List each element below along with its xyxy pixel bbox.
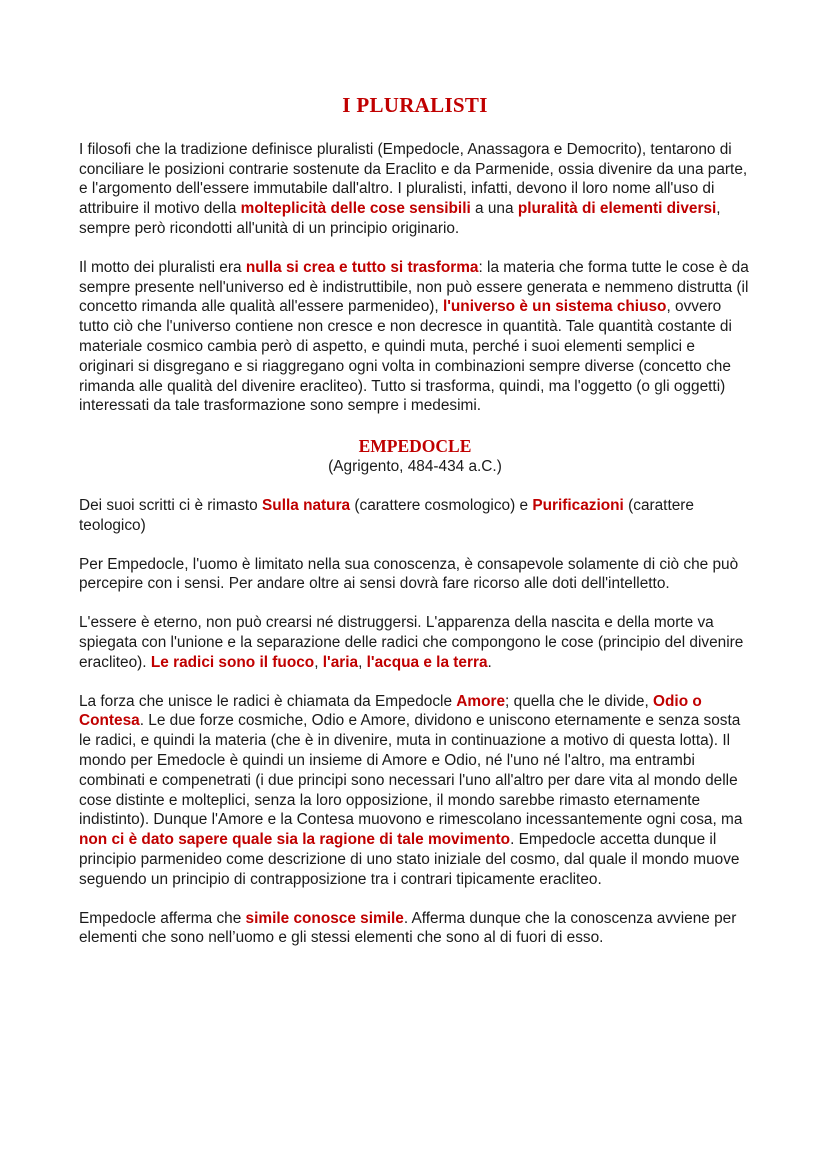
- highlight-purificazioni: Purificazioni: [532, 496, 624, 514]
- similar-paragraph: [79, 909, 751, 949]
- being-paragraph: [79, 613, 751, 672]
- text-run: Empedocle afferma che: [79, 909, 246, 927]
- text-run: , ovvero tutto ciò che l'universo contiene non cresce e non decresce in quantità. Tale quantità costante di materiale cosmico cambia però di aspetto, e quindi muta, perché i suoi elementi semplici e originari si disgregano e si riaggregano ogni volta in combinazioni sempre diverse (concetto che rimanda alle qualità del divenire eracliteo). Tutto si trasforma, quindi, ma l'oggetto (o gli oggetti) interessati da tale trasformazione sono sempre i medesimi.: [79, 298, 732, 415]
- highlight-ragione-movimento: non ci è dato sapere quale sia la ragione di tale movimento: [79, 831, 511, 849]
- text-run: a una: [470, 200, 518, 218]
- text-run: : la materia che forma tutte le cose è da sempre presente nell'universo ed è indistruttibile, non può essere generata e nemmeno distrutta (il concetto rimanda alle qualità all'essere parmenideo),: [79, 258, 749, 316]
- intro-paragraph: [79, 140, 751, 239]
- highlight-aria: l'aria: [322, 653, 359, 671]
- highlight-sistema-chiuso: l'universo è un sistema chiuso: [442, 298, 667, 316]
- page-title: I PLURALISTI: [342, 93, 488, 117]
- highlight-pluralita: pluralità di elementi diversi: [517, 200, 717, 218]
- text-run: , sempre però ricondotti all'unità di un principio originario.: [79, 200, 721, 237]
- highlight-molteplicita: molteplicità delle cose sensibili: [240, 200, 471, 218]
- highlight-sulla-natura: Sulla natura: [262, 496, 351, 514]
- motto-paragraph: [79, 258, 751, 416]
- text-run: (carattere teologico): [79, 496, 694, 534]
- highlight-odio-contesa: Odio o Contesa: [79, 692, 702, 730]
- text-run: .: [487, 653, 492, 671]
- text-run: (carattere cosmologico) e: [350, 496, 533, 514]
- writings-paragraph: [79, 496, 751, 536]
- document-page: [79, 93, 751, 967]
- highlight-motto: nulla si crea e tutto si trasforma: [245, 258, 479, 276]
- forces-paragraph: [79, 692, 751, 890]
- text-run: I filosofi che la tradizione definisce pluralisti (Empedocle, Anassagora e Democrito), tentarono di conciliare le posizioni contrarie sostenute da Eraclito e da Parmenide, ossia divenire da una parte, e l'argomento dell'essere immutabile dall'altro. I pluralisti, infatti, devono il loro nome all'uso di attribuire il motivo della: [79, 140, 748, 218]
- text-run: La forza che unisce le radici è chiamata da Empedocle: [79, 692, 457, 710]
- text-run: Dei suoi scritti ci è rimasto: [79, 496, 263, 514]
- text-run: L'essere è eterno, non può crearsi né distruggersi. L'apparenza della nascita e della morte va spiegata con l'unione e la separazione delle radici che compongono le cose (principio del divenire eracliteo).: [79, 614, 744, 671]
- text-run: Il motto dei pluralisti era: [79, 258, 246, 276]
- text-run: ,: [314, 653, 323, 671]
- highlight-radici-fuoco: Le radici sono il fuoco: [150, 653, 315, 671]
- text-run: . Empedocle accetta dunque il principio parmenideo come descrizione di uno stato iniziale del cosmo, dal quale il mondo muove seguendo un principio di contrapposizione tra i contrari tipicamente eracliteo.: [79, 831, 740, 888]
- section-subheading: (Agrigento, 484-434 a.C.): [328, 458, 502, 476]
- text-run: ,: [358, 653, 367, 671]
- text-run: . Afferma dunque che la conoscenza avviene per elementi che sono nell’uomo e gli stessi elementi che sono al di fuori di esso.: [79, 909, 737, 947]
- knowledge-paragraph: Per Empedocle, l'uomo è limitato nella sua conoscenza, è consapevole solamente di ciò che può percepire con i sensi. Per andare oltre ai sensi dovrà fare ricorso alle doti dell'intelletto.: [79, 555, 739, 593]
- text-run: . Le due forze cosmiche, Odio e Amore, dividono e uniscono eternamente e senza sosta le radici, e quindi la materia (che è in divenire, muta in continuazione a motivo di questa lotta). Il mondo per Emedocle è quindi un insieme di Amore e Odio, né l'uno né l'altro, ma entrambi combinati e compenetrati (i due principi sono necessari l'uno all'altro per dare vita al mondo delle cose distinte e molteplici, senza la loro opposizione, il mondo sarebbe rimasto eternamente indistinto). Dunque l'Amore e la Contesa muovono e rimescolano incessantemente ogni cosa, ma: [79, 712, 743, 829]
- text-run: ; quella che le divide,: [505, 692, 654, 710]
- section-heading-empedocle: EMPEDOCLE: [358, 436, 472, 457]
- highlight-acqua-terra: l'acqua e la terra: [366, 653, 488, 671]
- highlight-amore: Amore: [456, 692, 506, 710]
- highlight-simile: simile conosce simile: [245, 909, 404, 927]
